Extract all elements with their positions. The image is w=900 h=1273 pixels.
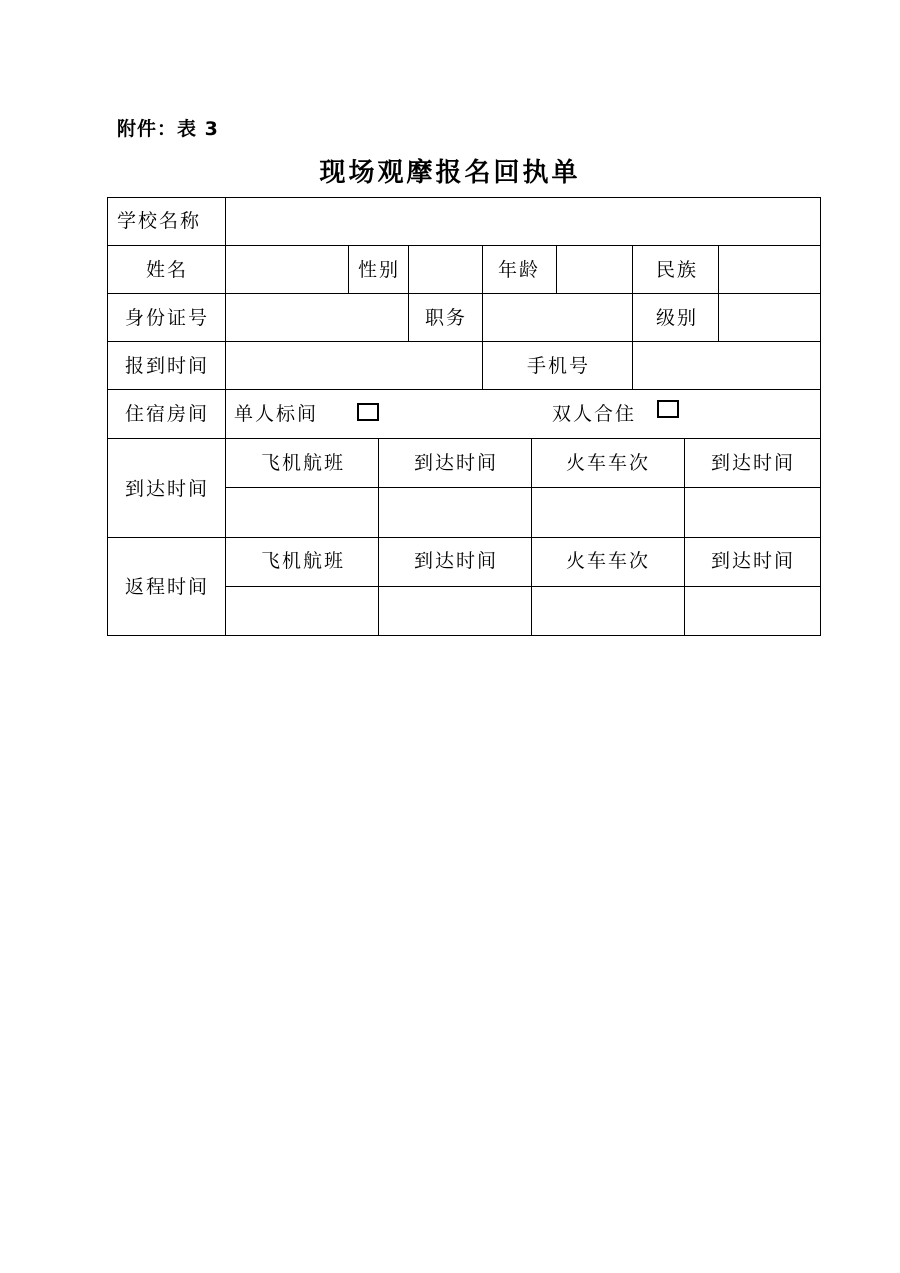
return-train-time-input[interactable] xyxy=(685,587,820,635)
column-divider xyxy=(632,245,633,294)
return-flight-header: 飞机航班 xyxy=(261,550,346,572)
double-room-label: 双人合住 xyxy=(552,403,637,425)
position-label: 职务 xyxy=(425,307,468,329)
double-room-checkbox[interactable] xyxy=(657,400,679,418)
return-train-input[interactable] xyxy=(532,587,684,635)
arrival-train-time-header: 到达时间 xyxy=(711,452,796,474)
school-name-label: 学校名称 xyxy=(117,210,202,232)
arrival-flight-input[interactable] xyxy=(226,488,378,537)
return-section-label: 返程时间 xyxy=(125,576,210,598)
row-divider xyxy=(107,293,821,294)
arrival-train-header: 火车车次 xyxy=(566,452,651,474)
attachment-label: 附件：表 3 xyxy=(117,118,219,140)
name-input[interactable] xyxy=(226,246,348,293)
return-train-header: 火车车次 xyxy=(566,550,651,572)
arrival-flight-time-input[interactable] xyxy=(379,488,531,537)
column-divider xyxy=(408,293,409,342)
return-flight-input[interactable] xyxy=(226,587,378,635)
column-divider xyxy=(482,341,483,390)
single-room-label: 单人标间 xyxy=(234,403,319,425)
arrival-flight-time-header: 到达时间 xyxy=(414,452,499,474)
position-input[interactable] xyxy=(483,294,632,341)
column-divider xyxy=(348,245,349,294)
phone-input[interactable] xyxy=(633,342,820,389)
return-train-time-header: 到达时间 xyxy=(711,550,796,572)
gender-input[interactable] xyxy=(409,246,482,293)
arrival-flight-header: 飞机航班 xyxy=(261,452,346,474)
ethnicity-input[interactable] xyxy=(719,246,820,293)
id-number-input[interactable] xyxy=(226,294,408,341)
row-divider xyxy=(107,389,821,390)
table-border-left xyxy=(107,197,108,636)
gender-label: 性别 xyxy=(358,259,401,281)
phone-label: 手机号 xyxy=(527,355,591,377)
room-label: 住宿房间 xyxy=(125,403,210,425)
checkin-time-input[interactable] xyxy=(226,342,482,389)
school-name-input[interactable] xyxy=(226,198,820,245)
return-flight-time-input[interactable] xyxy=(379,587,531,635)
single-room-checkbox[interactable] xyxy=(357,403,379,421)
arrival-train-time-input[interactable] xyxy=(685,488,820,537)
form-title: 现场观摩报名回执单 xyxy=(319,158,581,188)
return-flight-time-header: 到达时间 xyxy=(414,550,499,572)
column-divider xyxy=(482,245,483,294)
row-divider xyxy=(107,537,821,538)
name-label: 姓名 xyxy=(146,259,189,281)
row-divider xyxy=(107,438,821,439)
age-input[interactable] xyxy=(557,246,632,293)
arrival-section-label: 到达时间 xyxy=(125,478,210,500)
age-label: 年龄 xyxy=(498,259,541,281)
table-border-bottom xyxy=(107,635,821,636)
level-label: 级别 xyxy=(656,307,699,329)
arrival-train-input[interactable] xyxy=(532,488,684,537)
level-input[interactable] xyxy=(719,294,820,341)
checkin-time-label: 报到时间 xyxy=(125,355,210,377)
id-number-label: 身份证号 xyxy=(125,307,210,329)
table-border-right xyxy=(820,197,821,636)
column-divider xyxy=(632,293,633,342)
ethnicity-label: 民族 xyxy=(656,259,699,281)
